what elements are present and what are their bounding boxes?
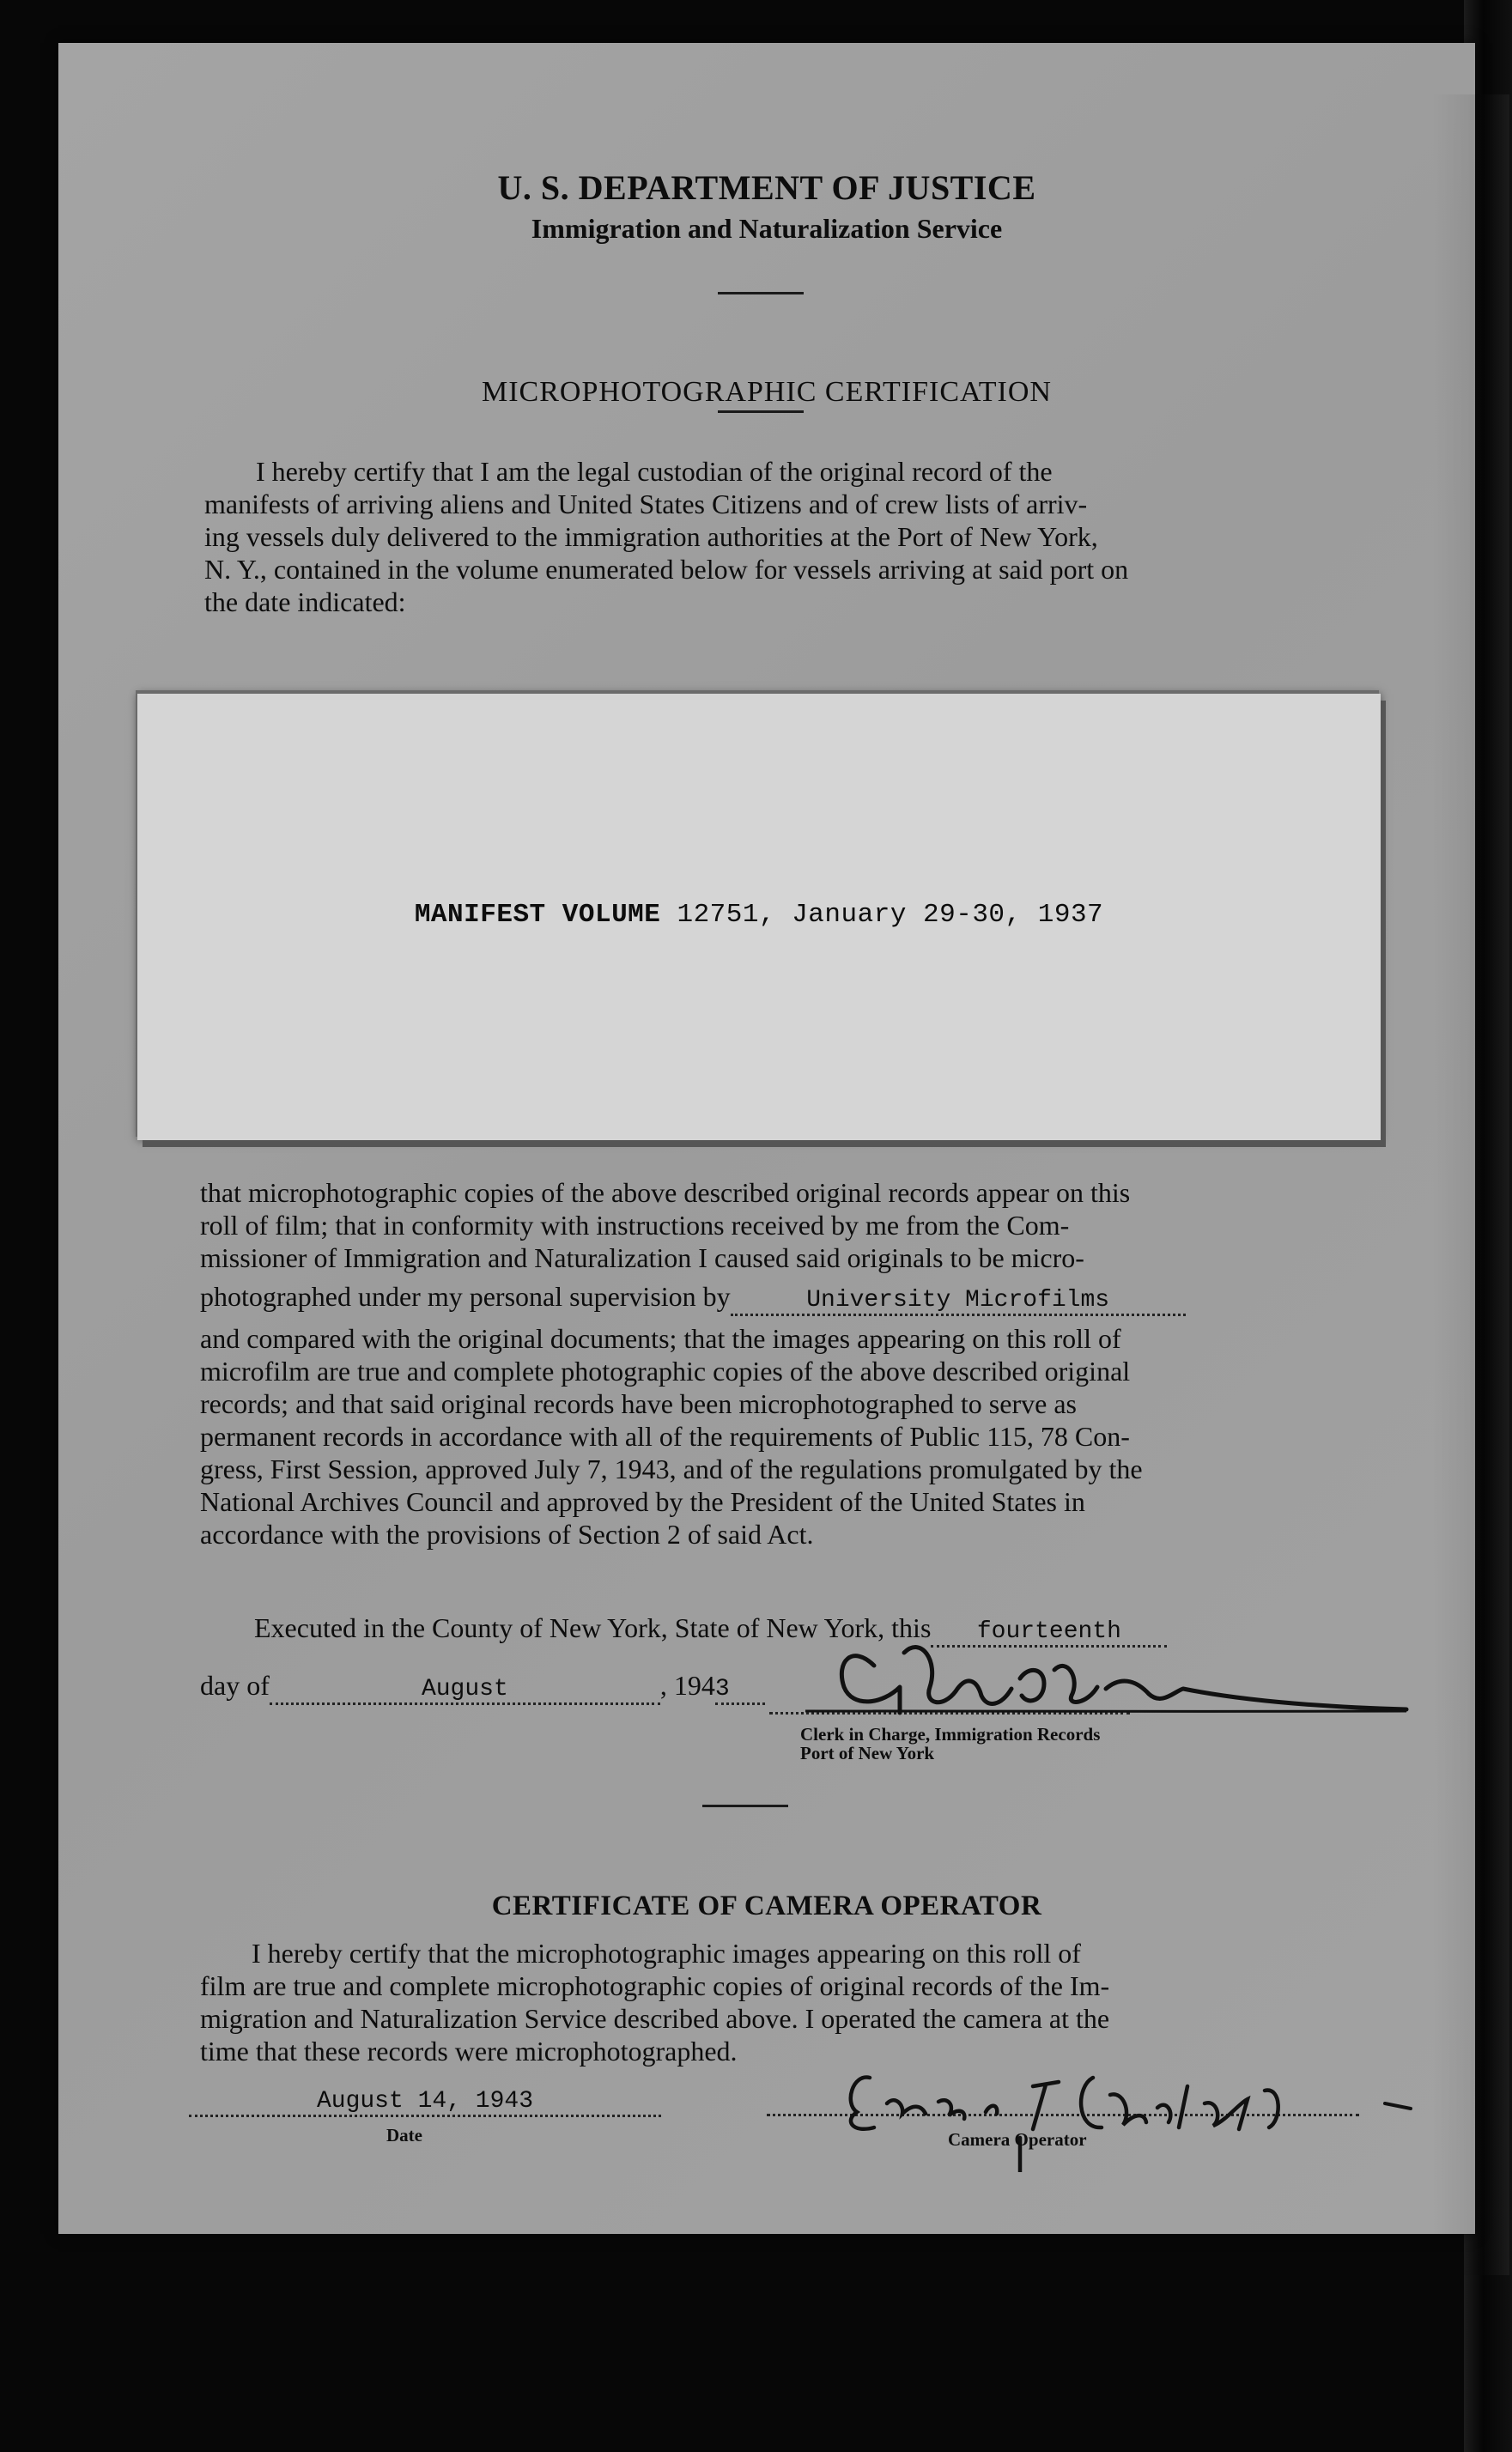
camera-date-line (189, 2082, 661, 2117)
intro-line: ing vessels duly delivered to the immigration authorities at the Port of New York, (204, 521, 1098, 552)
intro-line: manifests of arriving aliens and United States Citizens and of crew lists of arriv- (204, 489, 1088, 519)
camera-line: time that these records were microphotographed. (200, 2036, 738, 2067)
body-line: microfilm are true and complete photographic copies of the above described original (200, 1356, 1131, 1387)
manifest-details: 12751, January 29-30, 1937 (660, 900, 1104, 930)
clerk-title: Clerk in Charge, Immigration Records (800, 1724, 1101, 1745)
camera-paragraph (200, 1937, 1361, 2067)
camera-certificate-title: CERTIFICATE OF CAMERA OPERATOR (491, 1891, 1042, 1921)
body-line: accordance with the provisions of Section 2 of said Act. (200, 1519, 814, 1550)
company-field: University Microfilms (731, 1288, 1186, 1316)
body-line: records; and that said original records have been microphotographed to serve as (200, 1388, 1077, 1419)
body-line: roll of film; that in conformity with instructions received by me from the Com- (200, 1210, 1070, 1241)
body-paragraph-top (200, 1176, 1370, 1274)
camera-line: migration and Naturalization Service described above. I operated the camera at the (200, 2003, 1110, 2034)
clerk-signature (771, 1627, 1424, 1730)
execution-month-field: August (270, 1677, 660, 1705)
manifest-volume (137, 900, 1381, 930)
body-line: permanent records in accordance with all of the requirements of Public 115, 78 Con- (200, 1421, 1130, 1452)
year-prefix: , 194 (659, 1670, 715, 1701)
camera-operator-label: Camera Operator (948, 2129, 1087, 2150)
clerk-location: Port of New York (800, 1743, 935, 1763)
body-line: that microphotographic copies of the above described original records appear on this (200, 1177, 1131, 1208)
service-subheading: Immigration and Naturalization Service (531, 213, 1003, 244)
body-line: and compared with the original documents; that the images appearing on this roll of (200, 1323, 1121, 1354)
company-prefix: photographed under my personal supervision by (200, 1281, 731, 1312)
execution-year-field: 3 (715, 1677, 765, 1705)
operator-signature (835, 2052, 1436, 2172)
body-line: National Archives Council and approved by the President of the United States in (200, 1486, 1085, 1517)
execution-date-line (200, 1670, 765, 1705)
certificate-page (58, 43, 1475, 2234)
divider (702, 1805, 788, 1807)
camera-line: film are true and complete microphotographic copies of original records of the Im- (200, 1970, 1110, 2001)
intro-line: the date indicated: (204, 586, 406, 617)
intro-line: N. Y., contained in the volume enumerated below for vessels arriving at said port on (204, 554, 1129, 585)
body-line: gress, First Session, approved July 7, 1943, and of the regulations promulgated by the (200, 1454, 1143, 1484)
body-line: missioner of Immigration and Naturalization I caused said originals to be micro- (200, 1242, 1084, 1273)
company-line (200, 1281, 1186, 1316)
certification-title: MICROPHOTOGRAPHIC CERTIFICATION (481, 376, 1052, 408)
divider (718, 410, 804, 413)
department-heading: U. S. DEPARTMENT OF JUSTICE (497, 168, 1036, 207)
date-label: Date (386, 2125, 422, 2146)
intro-line: I hereby certify that I am the legal custodian of the original record of the (256, 456, 1053, 487)
camera-date-field: August 14, 1943 (189, 2089, 661, 2117)
divider (718, 292, 804, 294)
intro-paragraph (204, 455, 1377, 618)
execution-prefix: Executed in the County of New York, State of New York, this (254, 1612, 932, 1643)
manifest-label: MANIFEST VOLUME (414, 900, 661, 930)
paper-fold-shadow (1432, 94, 1509, 2275)
body-paragraph-bottom (200, 1322, 1370, 1551)
execution-day-field: fourteenth (931, 1619, 1167, 1648)
day-of-label: day of (200, 1670, 270, 1701)
camera-line: I hereby certify that the microphotographic images appearing on this roll of (252, 1938, 1081, 1969)
manifest-label-card (137, 694, 1381, 1140)
